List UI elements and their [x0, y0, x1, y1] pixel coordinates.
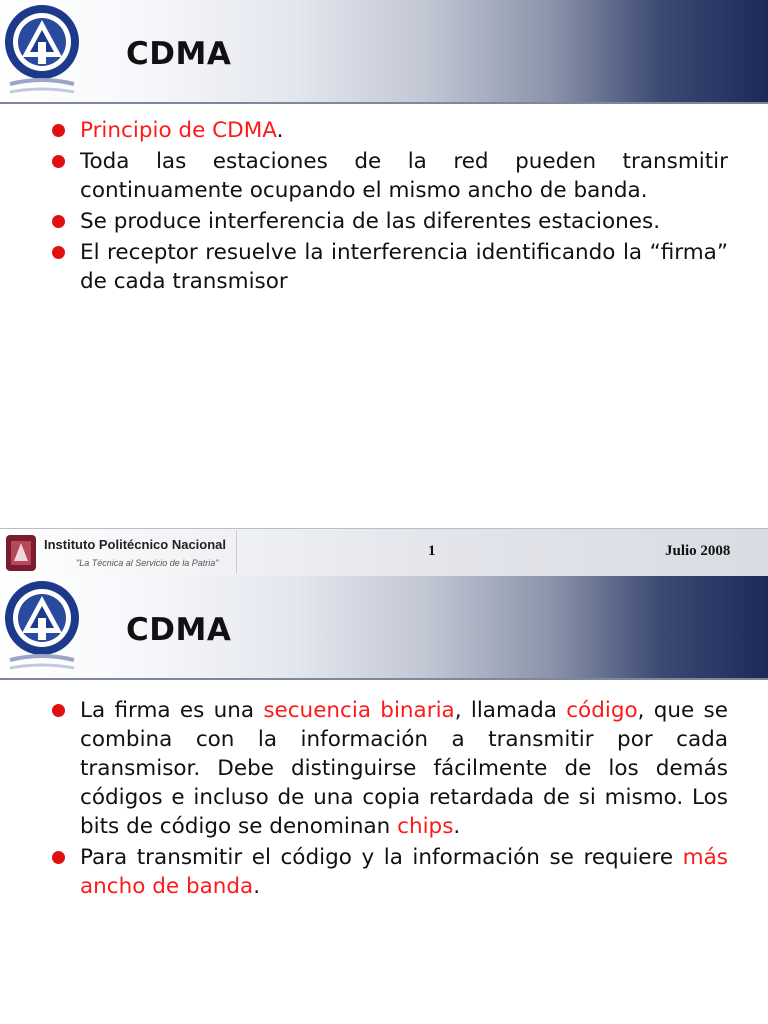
- header-divider: [0, 102, 768, 104]
- bullet-item: [48, 843, 728, 901]
- slide-header: [0, 0, 768, 104]
- slide-header: [0, 576, 768, 680]
- bullet-item: [48, 116, 728, 145]
- highlighted-term: Principio de CDMA: [80, 118, 277, 143]
- bullet-text: La firma es una: [80, 698, 264, 723]
- institution-name: Instituto Politécnico Nacional: [44, 537, 227, 552]
- page-number: 1: [428, 543, 436, 559]
- bullet-text: .: [453, 814, 461, 839]
- bullet-item: [48, 696, 728, 841]
- bullet-text: Para transmitir el código y la información se requiere: [80, 845, 683, 870]
- highlighted-term: código: [566, 698, 638, 723]
- header-divider: [0, 678, 768, 680]
- slide-2: [0, 576, 768, 1024]
- bullet-list: [48, 116, 728, 298]
- slide-footer: [0, 528, 768, 576]
- footer-date: Julio 2008: [665, 543, 731, 559]
- highlighted-term: chips: [397, 814, 454, 839]
- slide-title: CDMA: [126, 36, 232, 72]
- bullet-text: .: [253, 874, 261, 899]
- bullet-dot-icon: [52, 246, 65, 259]
- bullet-dot-icon: [52, 704, 65, 717]
- institution-motto: "La Técnica al Servicio de la Patria": [76, 558, 219, 568]
- bullet-text: El receptor resuelve la interferencia identificando la “firma” de cada transmisor: [80, 240, 728, 294]
- highlighted-term: secuencia binaria: [263, 698, 455, 723]
- bullet-list: [48, 696, 728, 903]
- bullet-dot-icon: [52, 215, 65, 228]
- bullet-text: Toda las estaciones de la red pueden transmitir continuamente ocupando el mismo ancho de banda.: [80, 149, 728, 203]
- bullet-text: .: [276, 118, 284, 143]
- bullet-dot-icon: [52, 155, 65, 168]
- bullet-item: [48, 238, 728, 296]
- slide-title: CDMA: [126, 612, 232, 648]
- esime-logo-icon: [2, 2, 82, 100]
- bullet-text: Se produce interferencia de las diferentes estaciones.: [80, 209, 661, 234]
- esime-logo-icon: [2, 578, 82, 676]
- ipn-seal-icon: [4, 533, 38, 573]
- institution-box: [40, 531, 237, 573]
- bullet-text: , llamada: [454, 698, 567, 723]
- bullet-item: [48, 207, 728, 236]
- bullet-text: , que se combina con la información a transmitir por cada transmisor. Debe distinguirse fácilmente de los demás códigos e incluso de una copia retardada de si mismo. Los bits de código se denominan: [80, 698, 728, 839]
- bullet-dot-icon: [52, 851, 65, 864]
- bullet-item: [48, 147, 728, 205]
- bullet-dot-icon: [52, 124, 65, 137]
- highlighted-term: más ancho de banda: [80, 845, 728, 899]
